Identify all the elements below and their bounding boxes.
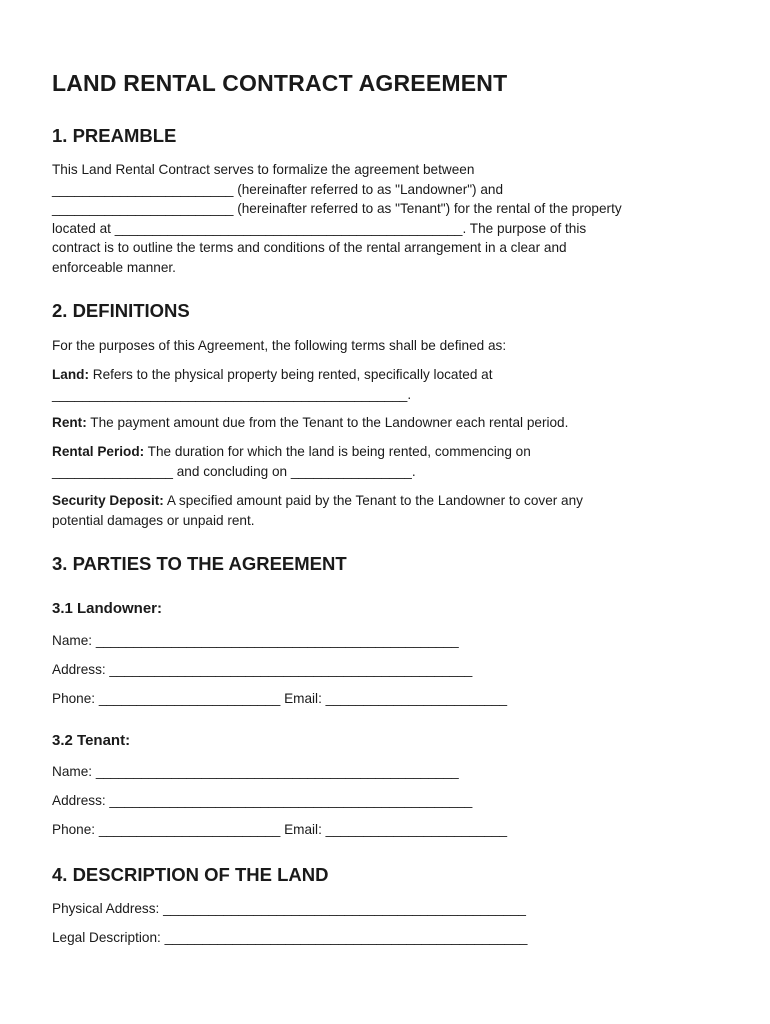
preamble-line: ________________________ (hereinafter referred to as "Tenant") for the rental of the property	[52, 201, 622, 217]
preamble-line: ________________________ (hereinafter referred to as "Landowner") and	[52, 181, 504, 197]
landowner-address-field[interactable]: Address: ________________________________________________	[52, 662, 473, 677]
physical-address-field[interactable]: Physical Address: ________________________________________________	[52, 901, 526, 916]
definition-term: Rental Period:	[52, 444, 145, 459]
document-title: LAND RENTAL CONTRACT AGREEMENT	[52, 70, 508, 96]
landowner-heading: 3.1 Landowner:	[52, 600, 163, 617]
definition-text: ________________ and concluding on ________________.	[52, 463, 416, 479]
definition-text: Refers to the physical property being rented, specifically located at	[89, 367, 493, 382]
preamble-paragraph	[52, 160, 722, 278]
tenant-heading: 3.2 Tenant:	[52, 732, 131, 749]
definitions-heading: 2. DEFINITIONS	[52, 300, 190, 321]
preamble-line: enforceable manner.	[52, 259, 176, 275]
preamble-line: located at ______________________________________________. The purpose of this	[52, 220, 587, 236]
definition-text: The duration for which the land is being rented, commencing on	[144, 444, 531, 459]
definition-text: The payment amount due from the Tenant to the Landowner each rental period.	[86, 415, 569, 430]
definition-text: potential damages or unpaid rent.	[52, 512, 255, 528]
definition-rental-period	[52, 442, 722, 481]
definition-term: Rent:	[52, 415, 87, 430]
preamble-heading: 1. PREAMBLE	[52, 125, 177, 146]
preamble-line: This Land Rental Contract serves to formalize the agreement between	[52, 162, 475, 177]
definition-term: Land:	[52, 367, 89, 382]
preamble-line: contract is to outline the terms and conditions of the rental arrangement in a clear and	[52, 240, 567, 256]
parties-heading: 3. PARTIES TO THE AGREEMENT	[52, 553, 347, 574]
description-heading: 4. DESCRIPTION OF THE LAND	[52, 864, 329, 885]
definition-term: Security Deposit:	[52, 493, 164, 508]
definition-text: A specified amount paid by the Tenant to the Landowner to cover any	[163, 493, 583, 508]
tenant-name-field[interactable]: Name: ________________________________________________	[52, 764, 459, 779]
legal-description-field[interactable]: Legal Description: ________________________________________________	[52, 930, 528, 945]
tenant-phone-email-field[interactable]: Phone: ________________________ Email: ________________________	[52, 822, 508, 837]
definition-security-deposit	[52, 491, 722, 530]
landowner-name-field[interactable]: Name: ________________________________________________	[52, 633, 459, 648]
definition-land	[52, 365, 722, 404]
definition-text: _______________________________________________.	[52, 386, 412, 402]
tenant-address-field[interactable]: Address: ________________________________________________	[52, 793, 473, 808]
definitions-intro: For the purposes of this Agreement, the following terms shall be defined as:	[52, 338, 507, 353]
landowner-phone-email-field[interactable]: Phone: ________________________ Email: ________________________	[52, 691, 508, 706]
definition-rent	[52, 413, 722, 433]
